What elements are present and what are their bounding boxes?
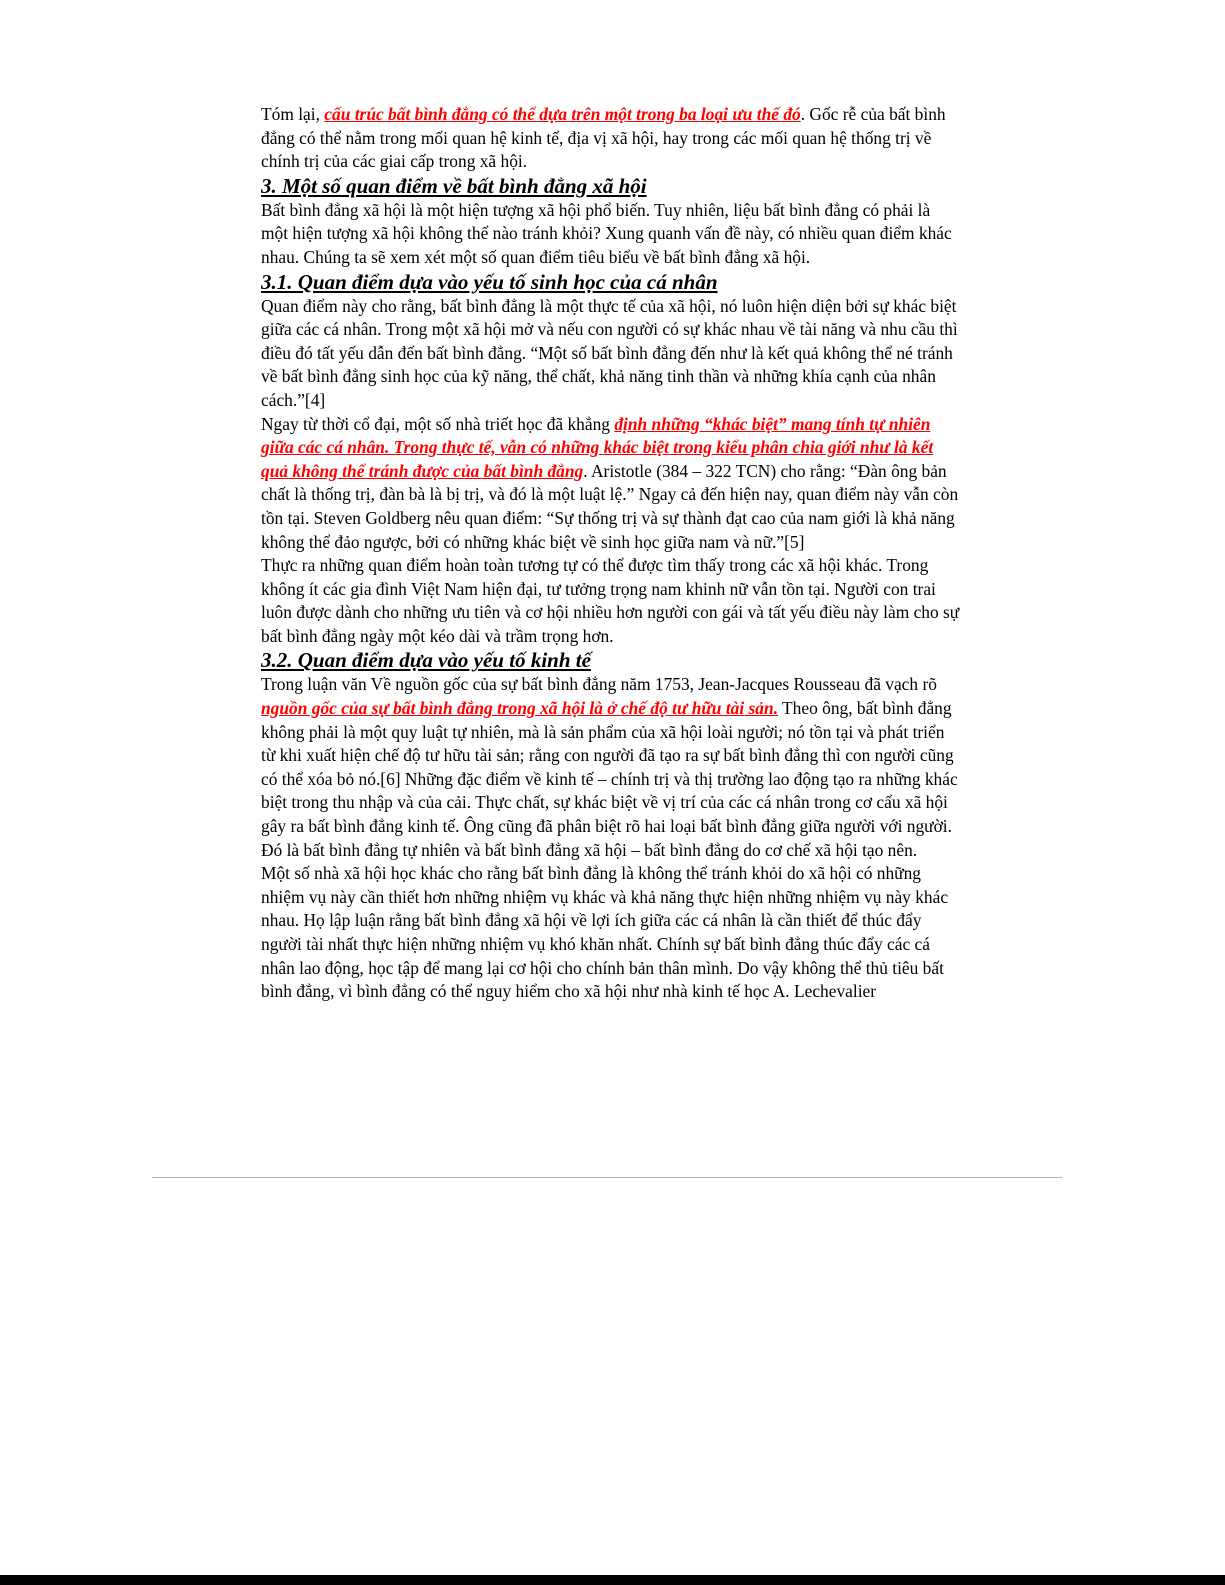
page-content [261, 103, 961, 1004]
paragraph-text: . Aristotle (384 – 322 TCN) cho rằng: “Đàn ông bản chất là thống trị, đàn bà là bị trị, và đó là một luật lệ.” Ngay cả đến hiện nay, quan điểm này vẫn còn tồn tại. Steven Goldberg nêu quan điểm: “Sự thống trị và sự thành đạt cao của nam giới là khả năng không thể đảo ngược, bởi có những khác biệt về sinh học giữa nam và nữ.”[5] [261, 460, 959, 552]
highlighted-text: nguồn gốc của sự bất bình đẳng trong xã hội là ở chế độ tư hữu tài sản. [261, 698, 779, 719]
section-heading-3: 3. Một số quan điểm về bất bình đẳng xã hội [261, 173, 647, 198]
paragraph-biological-view: Quan điểm này cho rằng, bất bình đẳng là một thực tế của xã hội, nó luôn hiện diện bởi sự khác biệt giữa các cá nhân. Trong một xã hội mở và nếu con người có sự khác nhau về tài năng và nhu cầu thì điều đó tất yếu dẫn đến bất bình đẳng. “Một số bất bình đẳng đến như là kết quả không thể né tránh về bất bình đẳng sinh học của kỹ năng, thể chất, khả năng tinh thần và những khía cạnh của nhân cách.”[4] [261, 295, 958, 410]
paragraph-text: Ngay từ thời cổ đại, một số nhà triết học đã khẳng [261, 413, 615, 434]
paragraph-rousseau [261, 673, 961, 862]
paragraph-sociologists: Một số nhà xã hội học khác cho rằng bất bình đẳng là không thể tránh khỏi do xã hội có những nhiệm vụ này cần thiết hơn những nhiệm vụ khác và khả năng thực hiện những nhiệm vụ này khác nhau. Họ lập luận rằng bất bình đẳng xã hội về lợi ích giữa các cá nhân là cần thiết để thúc đẩy người tài nhất thực hiện những nhiệm vụ khó khăn nhất. Chính sự bất bình đẳng thúc đẩy các cá nhân lao động, học tập để mang lại cơ hội cho chính bản thân mình. Do vậy không thể thủ tiêu bất bình đẳng, vì bình đẳng có thể nguy hiểm cho xã hội như nhà kinh tế học A. Lechevalier [261, 863, 949, 1002]
paragraph-text: . Gốc rễ của bất bình đẳng có thể nằm trong mối quan hệ kinh tế, địa vị xã hội, hay trong các mối quan hệ thống trị về chính trị của các giai cấp trong xã hội. [261, 104, 946, 172]
highlighted-text: định những “khác biệt” mang tính tự nhiên giữa các cá nhân. Trong thực tế, vẫn có những khác biệt trong kiểu phân chia giới như là kết quả không thể tránh được của bất bình đẳng [261, 413, 934, 481]
bottom-border [0, 1575, 1225, 1585]
section-heading-3-1: 3.1. Quan điểm dựa vào yếu tố sinh học của cá nhân [261, 269, 718, 294]
paragraph-other-societies: Thực ra những quan điểm hoàn toàn tương tự có thể được tìm thấy trong các xã hội khác. Trong không ít các gia đình Việt Nam hiện đại, tư tưởng trọng nam khinh nữ vẫn tồn tại. Người con trai luôn được dành cho những ưu tiên và cơ hội nhiều hơn người con gái và tất yếu điều này làm cho sự bất bình đẳng ngày một kéo dài và trầm trọng hơn. [261, 555, 960, 646]
paragraph-ancient-philosophers [261, 413, 961, 555]
paragraph-text: Tóm lại, [261, 104, 325, 124]
paragraph-intro: Bất bình đẳng xã hội là một hiện tượng xã hội phổ biến. Tuy nhiên, liệu bất bình đẳng có phải là một hiện tượng xã hội không thể nào tránh khỏi? Xung quanh vấn đề này, có nhiều quan điểm khác nhau. Chúng ta sẽ xem xét một số quan điểm tiêu biểu về bất bình đẳng xã hội. [261, 199, 952, 267]
paragraph-summary [261, 103, 961, 174]
page-divider [152, 1177, 1062, 1178]
paragraph-text: Trong luận văn Về nguồn gốc của sự bất bình đẳng năm 1753, Jean-Jacques Rousseau đã vạch rõ [261, 674, 937, 695]
highlighted-text: cấu trúc bất bình đẳng có thể dựa trên một trong ba loại ưu thế đó [324, 104, 801, 124]
paragraph-text: Theo ông, bất bình đẳng không phải là một quy luật tự nhiên, mà là sản phẩm của xã hội loài người; nó tồn tại và phát triển từ khi xuất hiện chế độ tư hữu tài sản; rằng con người đã tạo ra sự bất bình đẳng thì con người cũng có thể xóa bỏ nó.[6] Những đặc điểm về kinh tế – chính trị và thị trường lao động tạo ra những khác biệt trong thu nhập và của cải. Thực chất, sự khác biệt về vị trí của các cá nhân trong cơ cấu xã hội gây ra bất bình đẳng kinh tế. Ông cũng đã phân biệt rõ hai loại bất bình đẳng giữa người với người. Đó là bất bình đẳng tự nhiên và bất bình đẳng xã hội – bất bình đẳng do cơ chế xã hội tạo nên. [261, 698, 958, 860]
section-heading-3-2: 3.2. Quan điểm dựa vào yếu tố kinh tế [261, 648, 591, 673]
